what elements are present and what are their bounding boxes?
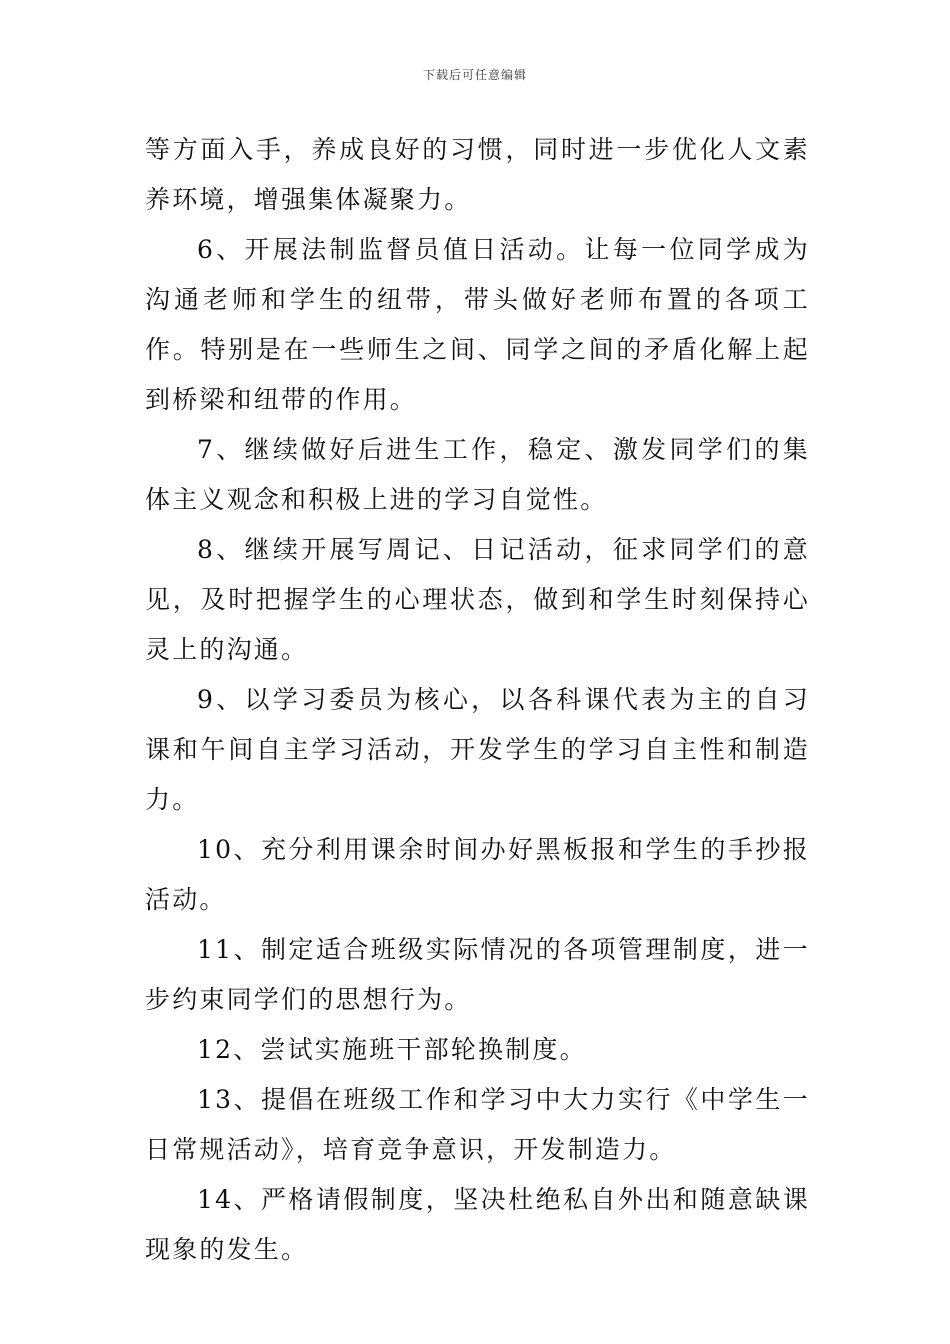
paragraph-item-12: 12、尝试实施班干部轮换制度。 [197,1035,587,1064]
paragraph-item-11: 11、制定适合班级实际情况的各项管理制度，进一步约束同学们的思想行为。 [145,935,810,1014]
paragraph-item-8: 8、继续开展写周记、日记活动，征求同学们的意见，及时把握学生的心理状态，做到和学生时刻保持心灵上的沟通。 [145,535,810,664]
paragraph-item-14: 14、严格请假制度，坚决杜绝私自外出和随意缺课现象的发生。 [145,1185,810,1264]
page-header-note: 下载后可任意编辑 [422,68,527,82]
paragraph-continuation: 等方面入手，养成良好的习惯，同时进一步优化人文素养环境，增强集体凝聚力。 [145,135,810,214]
document-body [145,125,810,1275]
paragraph-item-7: 7、继续做好后进生工作，稳定、激发同学们的集体主义观念和积极上进的学习自觉性。 [145,435,810,514]
paragraph-item-9: 9、以学习委员为核心，以各科课代表为主的自习课和午间自主学习活动，开发学生的学习自主性和制造力。 [145,685,810,814]
paragraph-item-10: 10、充分利用课余时间办好黑板报和学生的手抄报活动。 [145,835,810,914]
paragraph-item-6: 6、开展法制监督员值日活动。让每一位同学成为沟通老师和学生的纽带，带头做好老师布置的各项工作。特别是在一些师生之间、同学之间的矛盾化解上起到桥梁和纽带的作用。 [145,235,810,414]
paragraph-item-13: 13、提倡在班级工作和学习中大力实行《中学生一日常规活动》，培育竞争意识，开发制造力。 [145,1085,810,1164]
